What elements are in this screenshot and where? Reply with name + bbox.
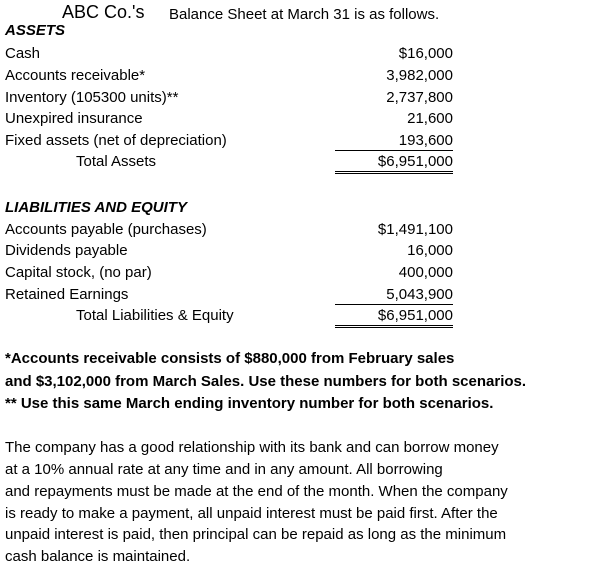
paragraph-line: and repayments must be made at the end of the month. When the company (5, 483, 508, 500)
paragraph-line: cash balance is maintained. (5, 548, 191, 565)
asset-row-amount: 3,982,000 (386, 67, 453, 84)
liability-row-amount: $1,491,100 (377, 221, 453, 238)
liability-row-label: Retained Earnings (5, 286, 129, 303)
liability-row-amount: 5,043,900 (335, 286, 453, 305)
total-liabilities-amount: $6,951,000 (335, 307, 453, 328)
liability-row-amount: 400,000 (398, 264, 453, 281)
asset-row-amount: $16,000 (398, 45, 453, 62)
liabilities-heading: LIABILITIES AND EQUITY (5, 199, 187, 216)
note-line: and $3,102,000 from March Sales. Use these numbers for both scenarios. (5, 373, 527, 390)
paragraph-line: The company has a good relationship with its bank and can borrow money (5, 439, 499, 456)
company-name: ABC Co.'s (62, 2, 145, 22)
assets-heading: ASSETS (5, 22, 66, 39)
liability-row-label: Capital stock, (no par) (5, 264, 152, 281)
asset-row-amount: 2,737,800 (386, 89, 453, 106)
total-assets-label: Total Assets (76, 153, 157, 170)
total-liabilities-label: Total Liabilities & Equity (76, 307, 234, 324)
asset-row-label: Unexpired insurance (5, 110, 143, 127)
asset-row-amount: 193,600 (335, 132, 453, 151)
asset-row-label: Cash (5, 45, 41, 62)
page-title: Balance Sheet at March 31 is as follows. (169, 6, 440, 23)
paragraph-line: is ready to make a payment, all unpaid interest must be paid first. After the (5, 505, 498, 522)
total-assets-amount: $6,951,000 (335, 153, 453, 174)
asset-row-label: Fixed assets (net of depreciation) (5, 132, 227, 149)
liability-row-label: Dividends payable (5, 242, 128, 259)
note-line: *Accounts receivable consists of $880,000 from February sales (5, 350, 455, 367)
liability-row-label: Accounts payable (purchases) (5, 221, 207, 238)
paragraph-line: unpaid interest is paid, then principal can be repaid as long as the minimum (5, 526, 507, 543)
note-line: ** Use this same March ending inventory number for both scenarios. (5, 395, 494, 412)
liability-row-amount: 16,000 (407, 242, 453, 259)
asset-row-label: Inventory (105300 units)** (5, 89, 179, 106)
paragraph-line: at a 10% annual rate at any time and in any amount. All borrowing (5, 461, 443, 478)
asset-row-amount: 21,600 (407, 110, 453, 127)
asset-row-label: Accounts receivable* (5, 67, 146, 84)
